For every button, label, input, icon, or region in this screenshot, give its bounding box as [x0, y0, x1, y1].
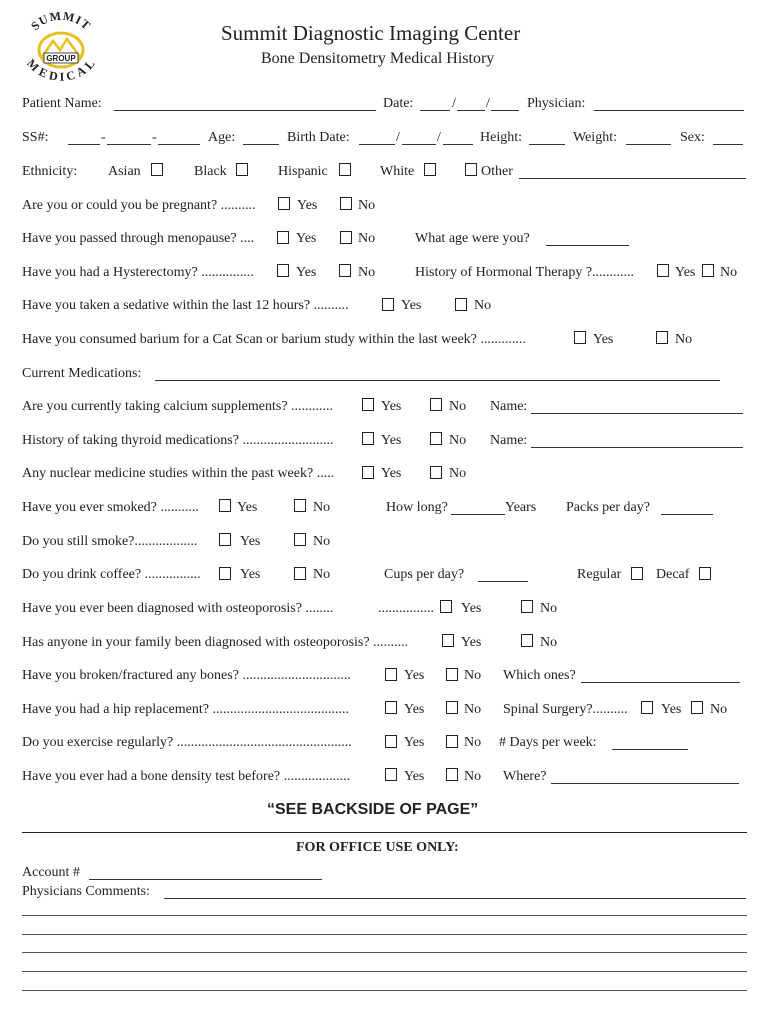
date-year-field[interactable]: [491, 110, 519, 111]
broken-question: Have you broken/fractured any bones? ...............................: [22, 668, 351, 683]
bone-test-yes-checkbox[interactable]: [385, 768, 397, 781]
packs-field[interactable]: [661, 514, 713, 515]
yes-label: Yes: [297, 198, 318, 213]
exercise-question: Do you exercise regularly? ..................................................: [22, 735, 352, 750]
yes-label: Yes: [404, 735, 425, 750]
birth-date-label: Birth Date:: [287, 130, 350, 145]
nuclear-question: Any nuclear medicine studies within the past week? .....: [22, 466, 335, 481]
white-label: White: [380, 164, 415, 179]
hysterectomy-yes-checkbox[interactable]: [277, 264, 289, 277]
comments-label: Physicians Comments:: [22, 884, 150, 899]
spinal-no-checkbox[interactable]: [691, 701, 703, 714]
where-field[interactable]: [551, 783, 739, 784]
yes-label: Yes: [296, 265, 317, 280]
days-field[interactable]: [612, 749, 688, 750]
sedative-question: Have you taken a sedative within the last 12 hours? ..........: [22, 298, 349, 313]
hormonal-yes-checkbox[interactable]: [657, 264, 669, 277]
still-smoke-yes-checkbox[interactable]: [219, 533, 231, 546]
yes-label: Yes: [461, 635, 482, 650]
family-osteo-no-checkbox[interactable]: [521, 634, 533, 647]
calcium-yes-checkbox[interactable]: [362, 398, 374, 411]
no-label: No: [710, 702, 728, 717]
no-label: No: [540, 635, 558, 650]
menopause-question: Have you passed through menopause? ....: [22, 231, 255, 246]
no-label: No: [464, 668, 482, 683]
date-slash: /: [437, 130, 441, 145]
yes-label: Yes: [240, 567, 261, 582]
yes-label: Yes: [593, 332, 614, 347]
sedative-yes-checkbox[interactable]: [382, 298, 394, 311]
packs-label: Packs per day?: [566, 500, 650, 515]
smoked-yes-checkbox[interactable]: [219, 499, 231, 512]
height-label: Height:: [480, 130, 522, 145]
birth-month-field[interactable]: [359, 144, 395, 145]
yes-label: Yes: [381, 399, 402, 414]
no-label: No: [358, 231, 376, 246]
other-field[interactable]: [519, 178, 746, 179]
pregnant-yes-checkbox[interactable]: [278, 197, 290, 210]
other-label: Other: [481, 164, 513, 179]
no-label: No: [540, 601, 558, 616]
hormonal-no-checkbox[interactable]: [702, 264, 714, 277]
family-osteo-question: Has anyone in your family been diagnosed with osteoporosis? ..........: [22, 635, 409, 650]
sex-label: Sex:: [680, 130, 705, 145]
hysterectomy-question: Have you had a Hysterectomy? ...............: [22, 265, 254, 280]
pregnant-question: Are you or could you be pregnant? ..........: [22, 198, 256, 213]
comments-line[interactable]: [22, 990, 747, 991]
regular-checkbox[interactable]: [631, 567, 643, 580]
hip-no-checkbox[interactable]: [446, 701, 458, 714]
yes-label: Yes: [661, 702, 682, 717]
see-backside-note: “SEE BACKSIDE OF PAGE”: [267, 801, 479, 818]
ethnicity-label: Ethnicity:: [22, 164, 78, 179]
asian-checkbox[interactable]: [151, 163, 163, 176]
no-label: No: [358, 265, 376, 280]
smoked-no-checkbox[interactable]: [294, 499, 306, 512]
hip-question: Have you had a hip replacement? .......................................: [22, 702, 349, 717]
ss-part3-field[interactable]: [158, 144, 200, 145]
medications-field[interactable]: [155, 380, 720, 381]
calcium-no-checkbox[interactable]: [430, 398, 442, 411]
page-title: Summit Diagnostic Imaging Center: [221, 21, 521, 45]
no-label: No: [464, 702, 482, 717]
decaf-label: Decaf: [656, 567, 690, 582]
how-long-label: How long?: [386, 500, 448, 515]
birth-year-field[interactable]: [443, 144, 473, 145]
physician-label: Physician:: [527, 96, 586, 111]
office-use-heading: FOR OFFICE USE ONLY:: [296, 840, 459, 855]
nuclear-yes-checkbox[interactable]: [362, 466, 374, 479]
logo-bottom-text: MEDICAL: [24, 56, 99, 84]
comments-line[interactable]: [22, 915, 747, 916]
days-label: # Days per week:: [499, 735, 597, 750]
medications-label: Current Medications:: [22, 366, 142, 381]
menopause-yes-checkbox[interactable]: [277, 231, 289, 244]
date-slash: /: [452, 96, 456, 111]
hysterectomy-no-checkbox[interactable]: [339, 264, 351, 277]
thyroid-name-label: Name:: [490, 433, 528, 448]
bone-test-no-checkbox[interactable]: [446, 768, 458, 781]
cups-label: Cups per day?: [384, 567, 465, 582]
comments-line[interactable]: [22, 952, 747, 953]
yes-label: Yes: [404, 668, 425, 683]
yes-label: Yes: [404, 769, 425, 784]
years-label: Years: [505, 500, 537, 515]
barium-no-checkbox[interactable]: [656, 331, 668, 344]
calcium-name-label: Name:: [490, 399, 528, 414]
barium-yes-checkbox[interactable]: [574, 331, 586, 344]
yes-label: Yes: [675, 265, 696, 280]
divider-rule: [22, 832, 747, 833]
ss-part2-field[interactable]: [107, 144, 151, 145]
yes-label: Yes: [381, 466, 402, 481]
bone-test-question: Have you ever had a bone density test before? ...................: [22, 769, 351, 784]
menopause-age-label: What age were you?: [415, 231, 530, 246]
no-label: No: [313, 500, 331, 515]
exercise-no-checkbox[interactable]: [446, 735, 458, 748]
pregnant-no-checkbox[interactable]: [340, 197, 352, 210]
ss-dash: -: [152, 130, 157, 145]
still-smoke-question: Do you still smoke?..................: [22, 534, 198, 549]
yes-label: Yes: [237, 500, 258, 515]
no-label: No: [675, 332, 693, 347]
exercise-yes-checkbox[interactable]: [385, 735, 397, 748]
ss-dash: -: [101, 130, 106, 145]
calcium-name-field[interactable]: [531, 413, 743, 414]
no-label: No: [358, 198, 376, 213]
family-osteo-yes-checkbox[interactable]: [442, 634, 454, 647]
coffee-yes-checkbox[interactable]: [219, 567, 231, 580]
height-field[interactable]: [529, 144, 565, 145]
no-label: No: [449, 433, 467, 448]
ss-part1-field[interactable]: [68, 144, 100, 145]
sex-field[interactable]: [713, 144, 743, 145]
smoked-question: Have you ever smoked? ...........: [22, 500, 199, 515]
yes-label: Yes: [461, 601, 482, 616]
birth-day-field[interactable]: [402, 144, 436, 145]
nuclear-no-checkbox[interactable]: [430, 466, 442, 479]
no-label: No: [464, 735, 482, 750]
no-label: No: [464, 769, 482, 784]
thyroid-question: History of taking thyroid medications? ..........................: [22, 433, 334, 448]
white-checkbox[interactable]: [424, 163, 436, 176]
menopause-no-checkbox[interactable]: [340, 231, 352, 244]
osteo-question: Have you ever been diagnosed with osteoporosis? ........: [22, 601, 334, 616]
date-month-field[interactable]: [420, 110, 450, 111]
date-slash: /: [396, 130, 400, 145]
yes-label: Yes: [381, 433, 402, 448]
thyroid-no-checkbox[interactable]: [430, 432, 442, 445]
hispanic-checkbox[interactable]: [339, 163, 351, 176]
patient-name-label: Patient Name:: [22, 96, 102, 111]
comments-field[interactable]: [164, 898, 746, 899]
yes-label: Yes: [404, 702, 425, 717]
weight-field[interactable]: [626, 144, 671, 145]
date-slash: /: [486, 96, 490, 111]
account-label: Account #: [22, 865, 80, 880]
no-label: No: [313, 567, 331, 582]
ss-label: SS#:: [22, 130, 49, 145]
barium-question: Have you consumed barium for a Cat Scan or barium study within the last week? .............: [22, 332, 526, 347]
weight-label: Weight:: [573, 130, 617, 145]
other-checkbox[interactable]: [465, 163, 477, 176]
logo-top-text: SUMMIT: [28, 10, 94, 34]
account-field[interactable]: [89, 879, 322, 880]
menopause-age-field[interactable]: [546, 245, 629, 246]
broken-no-checkbox[interactable]: [446, 668, 458, 681]
osteo-dots: ................: [378, 601, 434, 616]
date-label: Date:: [383, 96, 414, 111]
no-label: No: [313, 534, 331, 549]
coffee-question: Do you drink coffee? ................: [22, 567, 201, 582]
no-label: No: [449, 466, 467, 481]
thyroid-name-field[interactable]: [531, 447, 743, 448]
cups-field[interactable]: [478, 581, 528, 582]
svg-text:SUMMIT: [28, 10, 94, 33]
age-label: Age:: [208, 130, 236, 145]
date-day-field[interactable]: [457, 110, 485, 111]
thyroid-yes-checkbox[interactable]: [362, 432, 374, 445]
black-checkbox[interactable]: [236, 163, 248, 176]
still-smoke-no-checkbox[interactable]: [294, 533, 306, 546]
hip-yes-checkbox[interactable]: [385, 701, 397, 714]
broken-yes-checkbox[interactable]: [385, 668, 397, 681]
sedative-no-checkbox[interactable]: [455, 298, 467, 311]
osteo-yes-checkbox[interactable]: [440, 600, 452, 613]
logo-band-text: GROUP: [46, 54, 76, 63]
hispanic-label: Hispanic: [278, 164, 328, 179]
spinal-yes-checkbox[interactable]: [641, 701, 653, 714]
hormonal-question: History of Hormonal Therapy ?............: [415, 265, 635, 280]
summit-medical-logo: [20, 10, 102, 86]
coffee-no-checkbox[interactable]: [294, 567, 306, 580]
calcium-question: Are you currently taking calcium supplements? ............: [22, 399, 334, 414]
physician-field[interactable]: [594, 110, 744, 111]
yes-label: Yes: [296, 231, 317, 246]
age-field[interactable]: [243, 144, 279, 145]
yes-label: Yes: [240, 534, 261, 549]
page-subtitle: Bone Densitometry Medical History: [261, 50, 495, 67]
where-label: Where?: [503, 769, 547, 784]
no-label: No: [474, 298, 492, 313]
comments-line[interactable]: [22, 971, 747, 972]
regular-label: Regular: [577, 567, 622, 582]
no-label: No: [720, 265, 738, 280]
yes-label: Yes: [401, 298, 422, 313]
asian-label: Asian: [108, 164, 141, 179]
decaf-checkbox[interactable]: [699, 567, 711, 580]
comments-line[interactable]: [22, 934, 747, 935]
patient-name-field[interactable]: [114, 110, 376, 111]
osteo-no-checkbox[interactable]: [521, 600, 533, 613]
which-label: Which ones?: [503, 668, 576, 683]
black-label: Black: [194, 164, 227, 179]
spinal-question: Spinal Surgery?..........: [503, 702, 628, 717]
how-long-field[interactable]: [451, 514, 505, 515]
which-field[interactable]: [581, 682, 740, 683]
no-label: No: [449, 399, 467, 414]
